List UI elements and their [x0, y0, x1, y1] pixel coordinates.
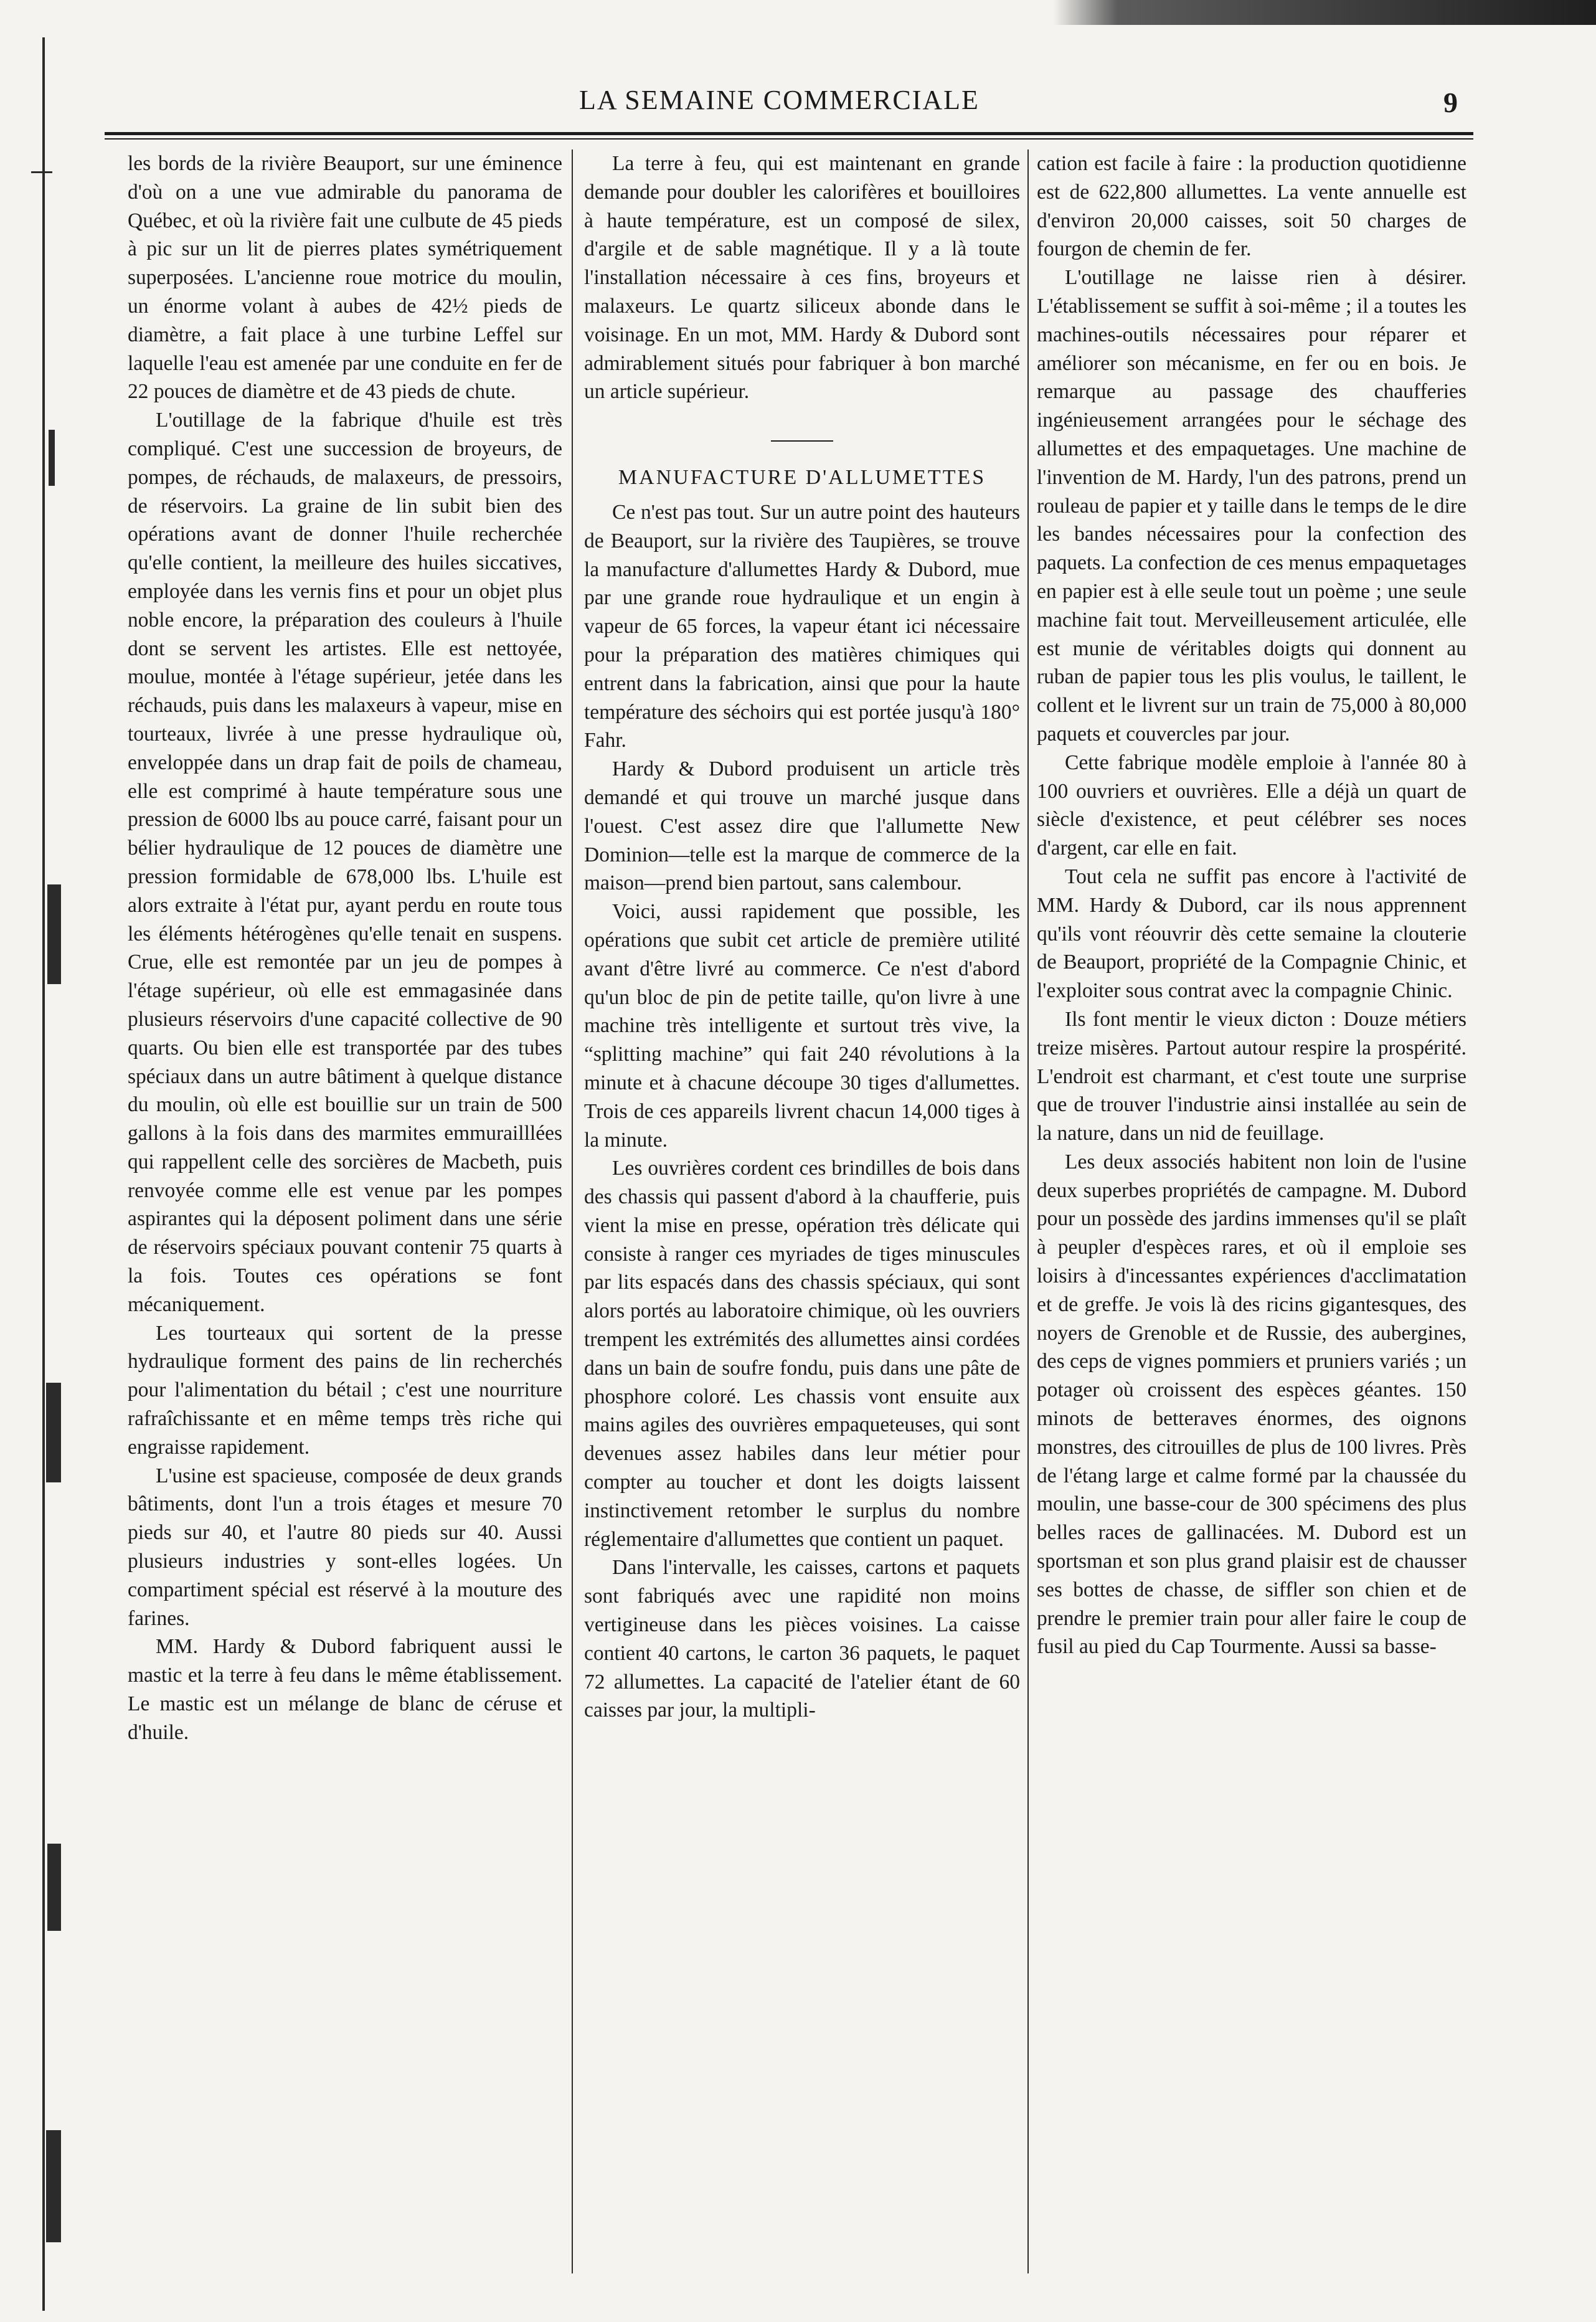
- paragraph: La terre à feu, qui est maintenant en grande demande pour doubler les calorifères et bouilloires à haute température, est un composé de silex, d'argile et de sable magnétique. Il y a là toute l'installation nécessaire à ces fins, broyeurs et malaxeurs. Le quartz siliceux abonde dans le voisinage. En un mot, MM. Hardy & Dubord sont admirablement situés pour fabriquer à bon marché un article supérieur.: [584, 152, 1020, 404]
- column-rule: [1027, 149, 1029, 2273]
- margin-mark: [49, 430, 55, 486]
- paragraph: Hardy & Dubord produisent un article très demandé et qui trouve un marché jusque dans l'ouest. C'est assez dire que l'allumette New Dominion—telle est la marque de commerce de la maison—prend bien partout, sans calembour.: [584, 757, 1020, 895]
- paragraph: Dans l'intervalle, les caisses, cartons et paquets sont fabriqués avec une rapidité non moins vertigineuse dans les pièces voisines. La caisse contient 40 cartons, le carton 36 paquets, le paquet 72 allumettes. La capacité de l'atelier étant de 60 caisses par jour, la multipli-: [584, 1556, 1020, 1722]
- margin-mark: [46, 1383, 61, 1482]
- margin-mark: [31, 171, 52, 173]
- column-rule: [572, 149, 573, 2273]
- page-number: 9: [1443, 87, 1458, 118]
- paragraph: Les ouvrières cordent ces brindilles de bois dans des chassis qui passent d'abord à la chaufferie, puis vient la mise en presse, opération très délicate qui consiste à ranger ces myriades de tiges minuscules par lits espacés dans des chassis spéciaux, qui sont alors portés au laboratoire chimique, où les ouvriers trempent les extrémités des allumettes ainsi cordées dans un bain de soufre fondu, puis dans une pâte de phosphore coloré. Les chassis vont ensuite aux mains agiles des ouvrières empaqueteuses, qui sont devenues assez habiles dans leur métier pour compter au toucher et dont les doigts laissent instinctivement retomber le surplus du nombre réglementaire d'allumettes que contient un paquet.: [584, 1157, 1020, 1551]
- paragraph: Cette fabrique modèle emploie à l'année 80 à 100 ouvriers et ouvrières. Elle a déjà un quart de siècle d'existence, et peut célébrer ses noces d'argent, car elle en fait.: [1037, 751, 1466, 860]
- article-column-3: [1037, 149, 1466, 2300]
- paragraph: MM. Hardy & Dubord fabriquent aussi le mastic et la terre à feu dans le même établissement. Le mastic est un mélange de blanc de céruse et d'huile.: [128, 1635, 562, 1744]
- paragraph: L'outillage ne laisse rien à désirer. L'établissement se suffit à soi-même ; il a toutes les machines-outils nécessaires pour réparer et améliorer son mécanisme, en fer ou en bois. Je remarque au passage des chaufferies ingénieusement arrangées pour le séchage des allumettes et des empaquetages. Une machine de l'invention de M. Hardy, l'un des patrons, prend un rouleau de papier et y taille dans le temps de le dire les bandes nécessaires pour la confection des paquets. La confection de ces menus empaquetages en papier est à elle seule tout un poème ; une seule machine fait tout. Merveilleusement articulée, elle est munie de véritables doigts qui donnent au ruban de papier tous les plis voulus, le taillent, le collent et le livrent sur un train de 75,000 à 80,000 paquets et couvercles par jour.: [1037, 266, 1466, 746]
- header-rule: [105, 132, 1473, 135]
- paragraph: cation est facile à faire : la production quotidienne est de 622,800 allumettes. La vente annuelle est d'environ 20,000 caisses, soit 50 charges de fourgon de chemin de fer.: [1037, 152, 1466, 261]
- paragraph: Ils font mentir le vieux dicton : Douze métiers treize misères. Partout autour respire la prospérité. L'endroit est charmant, et c'est toute une surprise que de trouver l'industrie ainsi installée au sein de la nature, dans un nid de feuillage.: [1037, 1007, 1466, 1145]
- paragraph: les bords de la rivière Beauport, sur une éminence d'où on a une vue admirable du panorama de Québec, et où la rivière fait une culbute de 45 pieds à pic sur un lit de pierres plates symétriquement superposées. L'ancienne roue motrice du moulin, un énorme volant à aubes de 42½ pieds de diamètre, a fait place à une turbine Leffel sur laquelle l'eau est amenée par une conduite en fer de 22 pouces de diamètre et de 43 pieds de chute.: [128, 152, 562, 404]
- paragraph: Ce n'est pas tout. Sur un autre point des hauteurs de Beauport, sur la rivière des Taupières, se trouve la manufacture d'allumettes Hardy & Dubord, mue par une grande roue hydraulique et un engin à vapeur de 65 forces, la vapeur étant ici nécessaire pour la préparation des matières chimiques qui entrent dans la fabrication, ainsi que pour la haute température des séchoirs qui est portée jusqu'à 180° Fahr.: [584, 500, 1020, 752]
- left-margin-rule: [42, 37, 45, 2311]
- section-divider: [771, 440, 833, 442]
- scan-top-edge: [0, 0, 1596, 25]
- paragraph: Voici, aussi rapidement que possible, les opérations que subit cet article de première utilité avant d'être livré au commerce. Ce n'est d'abord qu'un bloc de pin de petite taille, qu'on livre à une machine très intelligente et surtout très vive, la “splitting machine” qui fait 240 révolutions à la minute et à chacune découpe 30 tiges d'allumettes. Trois de ces appareils livrent chacun 14,000 tiges à la minute.: [584, 900, 1020, 1152]
- article-column-2: [584, 149, 1020, 2300]
- paragraph: Tout cela ne suffit pas encore à l'activité de MM. Hardy & Dubord, car ils nous apprennent qu'ils vont réouvrir dès cette semaine la clouterie de Beauport, propriété de la Compagnie Chinic, et l'exploiter sous contrat avec la compagnie Chinic.: [1037, 865, 1466, 1003]
- paragraph: L'usine est spacieuse, composée de deux grands bâtiments, dont l'un a trois étages et mesure 70 pieds sur 40, et l'autre 80 pieds sur 40. Aussi plusieurs industries y sont-elles logées. Un compartiment spécial est réservé à la mouture des farines.: [128, 1464, 562, 1630]
- page-header-title: LA SEMAINE COMMERCIALE: [579, 85, 980, 115]
- margin-mark: [46, 2130, 61, 2242]
- section-heading: MANUFACTURE D'ALLUMETTES: [618, 466, 986, 490]
- paragraph: L'outillage de la fabrique d'huile est très compliqué. C'est une succession de broyeurs, de pompes, de réchauds, de malaxeurs, de pressoirs, de réservoirs. La graine de lin subit bien des opérations avant de donner l'huile recherchée qu'elle contient, la meilleure des huiles siccatives, employée dans les vernis fins et pour un objet plus noble encore, la préparation des couleurs à l'huile dont se servent les artistes. Elle est nettoyée, moulue, montée à l'étage supérieur, jetée dans les réchauds, puis dans les malaxeurs à vapeur, mise en tourteaux, livrée à une presse hydraulique où, enveloppée dans un drap fait de poils de chameau, elle est comprimé à haute température sous une pression de 6000 lbs au pouce carré, faisant pour un bélier hydraulique de 12 pouces de diamètre une pression formidable de 678,000 lbs. L'huile est alors extraite à l'état pur, ayant perdu en route tous les éléments hétérogènes qu'elle tenait en suspens. Crue, elle est remontée par un jeu de pompes à l'étage supérieur, où elle est emmagasinée dans plusieurs réservoirs d'une capacité collective de 90 quarts. Ou bien elle est transportée par des tubes spéciaux dans un autre bâtiment à quelque distance du moulin, où elle est bouillie sur un train de 500 gallons à la fois dans des marmites emmurailllées qui rappellent celle des sorcières de Macbeth, puis renvoyée comme elle est venue par les pompes aspirantes qui la déposent poliment dans une série de réservoirs spéciaux pouvant contenir 75 quarts à la fois. Toutes ces opérations se font mécaniquement.: [128, 409, 562, 1316]
- margin-mark: [47, 1844, 61, 1931]
- paragraph: Les tourteaux qui sortent de la presse hydraulique forment des pains de lin recherchés pour l'alimentation du bétail ; c'est une nourriture rafraîchissante et en même temps très riche qui engraisse rapidement.: [128, 1321, 562, 1459]
- paragraph: Les deux associés habitent non loin de l'usine deux superbes propriétés de campagne. M. Dubord pour un possède des jardins immenses qu'il se plaît à peupler d'espèces rares, et où il emploie ses loisirs à d'incessantes expériences d'acclimatation et de greffe. Je vois là des ricins gigantesques, des noyers de Grenoble et de Russie, des aubergines, des ceps de vignes pommiers et pruniers variés ; un potager où croissent des espèces géantes. 150 minots de betteraves énormes, des oignons monstres, des citrouilles de plus de 100 livres. Près de l'étang large et calme formé par la chaussée du moulin, une basse-cour de 300 spécimens des plus belles races de gallinacées. M. Dubord est un sportsman et son plus grand plaisir est de chausser ses bottes de chasse, de siffler son chien et de prendre le premier train pour aller faire le coup de fusil au pied du Cap Tourmente. Aussi sa basse-: [1037, 1150, 1466, 1659]
- margin-mark: [47, 884, 61, 984]
- article-column-1: [128, 149, 562, 2300]
- header-rule-thin: [105, 138, 1473, 140]
